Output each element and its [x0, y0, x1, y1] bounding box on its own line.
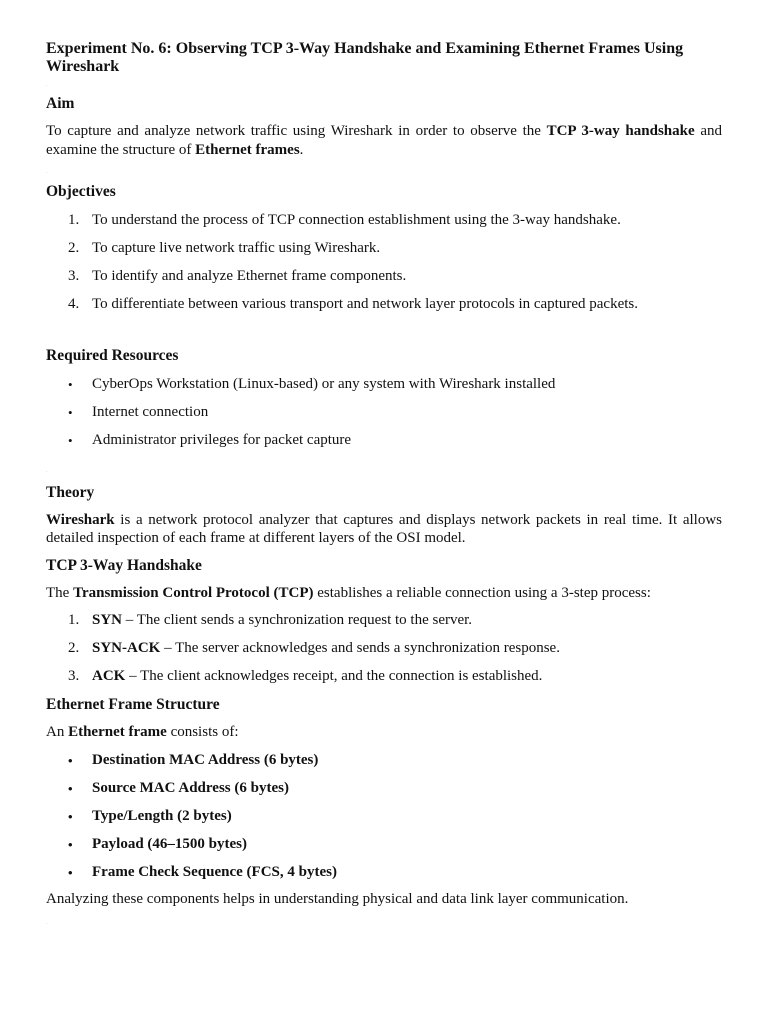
objective-number: 1. — [68, 212, 80, 228]
separator-dot: . — [46, 82, 48, 88]
field-text: Destination MAC Address (6 bytes) — [92, 752, 319, 768]
step-text: – The client sends a synchronization request to the server. — [122, 612, 473, 628]
ethernet-field — [46, 779, 722, 798]
tcp-text-2: establishes a reliable connection using a 3-step process: — [313, 585, 651, 601]
ethernet-field — [46, 751, 722, 770]
step-number: 3. — [68, 668, 80, 684]
eth-bold-frame: Ethernet frame — [68, 724, 167, 740]
aim-text-2: and examine the structure of — [46, 123, 722, 158]
resources-list — [46, 375, 722, 450]
objective-number: 4. — [68, 296, 80, 312]
separator-dot: . — [46, 920, 48, 926]
objective-text: To differentiate between various transport and network layer protocols in captured packets. — [92, 296, 638, 312]
objective-text: To understand the process of TCP connection establishment using the 3-way handshake. — [92, 212, 621, 228]
bullet-icon: • — [68, 809, 73, 824]
tcp-paragraph — [46, 584, 722, 602]
field-text: Payload (46–1500 bytes) — [92, 836, 247, 852]
aim-bold-ethernet: Ethernet frames — [195, 142, 300, 158]
eth-text-2: consists of: — [166, 724, 239, 740]
bullet-icon: • — [68, 865, 73, 880]
step-number: 1. — [68, 612, 80, 628]
closing-paragraph: Analyzing these components helps in understanding physical and data link layer communication. — [46, 891, 629, 907]
handshake-step — [46, 611, 722, 630]
handshake-step — [46, 667, 722, 686]
resources-heading: Required Resources — [46, 347, 179, 364]
ethernet-field — [46, 807, 722, 826]
step-number: 2. — [68, 640, 80, 656]
bullet-icon: • — [68, 781, 73, 796]
resource-item — [46, 375, 722, 394]
objective-item — [46, 239, 722, 258]
step-text: – The server acknowledges and sends a synchronization response. — [160, 640, 560, 656]
field-text: Frame Check Sequence (FCS, 4 bytes) — [92, 864, 337, 880]
theory-text: is a network protocol analyzer that captures and displays network packets in real time. It allows detailed inspection of each frame at different layers of the OSI model. — [46, 512, 722, 546]
bullet-icon: • — [68, 837, 73, 852]
objective-text: To capture live network traffic using Wireshark. — [92, 240, 381, 256]
bullet-icon: • — [68, 753, 73, 768]
resource-item — [46, 403, 722, 422]
aim-heading: Aim — [46, 95, 75, 112]
eth-text-1: An — [46, 724, 69, 740]
step-text: – The client acknowledges receipt, and the connection is established. — [125, 668, 543, 684]
objective-text: To identify and analyze Ethernet frame components. — [92, 268, 407, 284]
aim-paragraph — [46, 122, 722, 160]
tcp-bold-protocol: Transmission Control Protocol (TCP) — [73, 585, 314, 601]
objectives-heading: Objectives — [46, 183, 116, 200]
objective-item — [46, 267, 722, 286]
ethernet-fields-list — [46, 751, 722, 882]
bullet-icon: • — [68, 377, 73, 392]
tcp-handshake-heading: TCP 3-Way Handshake — [46, 557, 202, 574]
document-title: Experiment No. 6: Observing TCP 3-Way Handshake and Examining Ethernet Frames Using Wireshark — [46, 40, 684, 75]
step-name: SYN-ACK — [92, 640, 161, 656]
objective-number: 3. — [68, 268, 80, 284]
ethernet-field — [46, 835, 722, 854]
bullet-icon: • — [68, 405, 73, 420]
theory-bold-wireshark: Wireshark — [46, 512, 115, 528]
bullet-icon: • — [68, 433, 73, 448]
resource-text: Administrator privileges for packet capture — [92, 432, 352, 448]
field-text: Source MAC Address (6 bytes) — [92, 780, 289, 796]
ethernet-field — [46, 863, 722, 882]
separator-dot: . — [46, 468, 48, 474]
resource-text: Internet connection — [92, 404, 209, 420]
aim-bold-tcp: TCP 3-way handshake — [546, 123, 695, 139]
tcp-text-1: The — [46, 585, 74, 601]
step-name: ACK — [92, 668, 126, 684]
objective-item — [46, 295, 722, 314]
resource-item — [46, 431, 722, 450]
ethernet-heading: Ethernet Frame Structure — [46, 696, 220, 713]
resource-text: CyberOps Workstation (Linux-based) or any system with Wireshark installed — [92, 376, 556, 392]
aim-text-3: . — [299, 142, 304, 158]
handshake-steps-list — [46, 611, 722, 686]
handshake-step — [46, 639, 722, 658]
ethernet-paragraph — [46, 723, 722, 742]
aim-text-1: To capture and analyze network traffic using Wireshark in order to observe the — [46, 123, 547, 139]
objective-number: 2. — [68, 240, 80, 256]
objectives-list — [46, 211, 722, 314]
theory-paragraph — [46, 511, 722, 547]
objective-item — [46, 211, 722, 230]
document-page — [46, 40, 722, 931]
field-text: Type/Length (2 bytes) — [92, 808, 232, 824]
step-name: SYN — [92, 612, 123, 628]
separator-dot: . — [46, 169, 48, 175]
theory-heading: Theory — [46, 484, 95, 501]
